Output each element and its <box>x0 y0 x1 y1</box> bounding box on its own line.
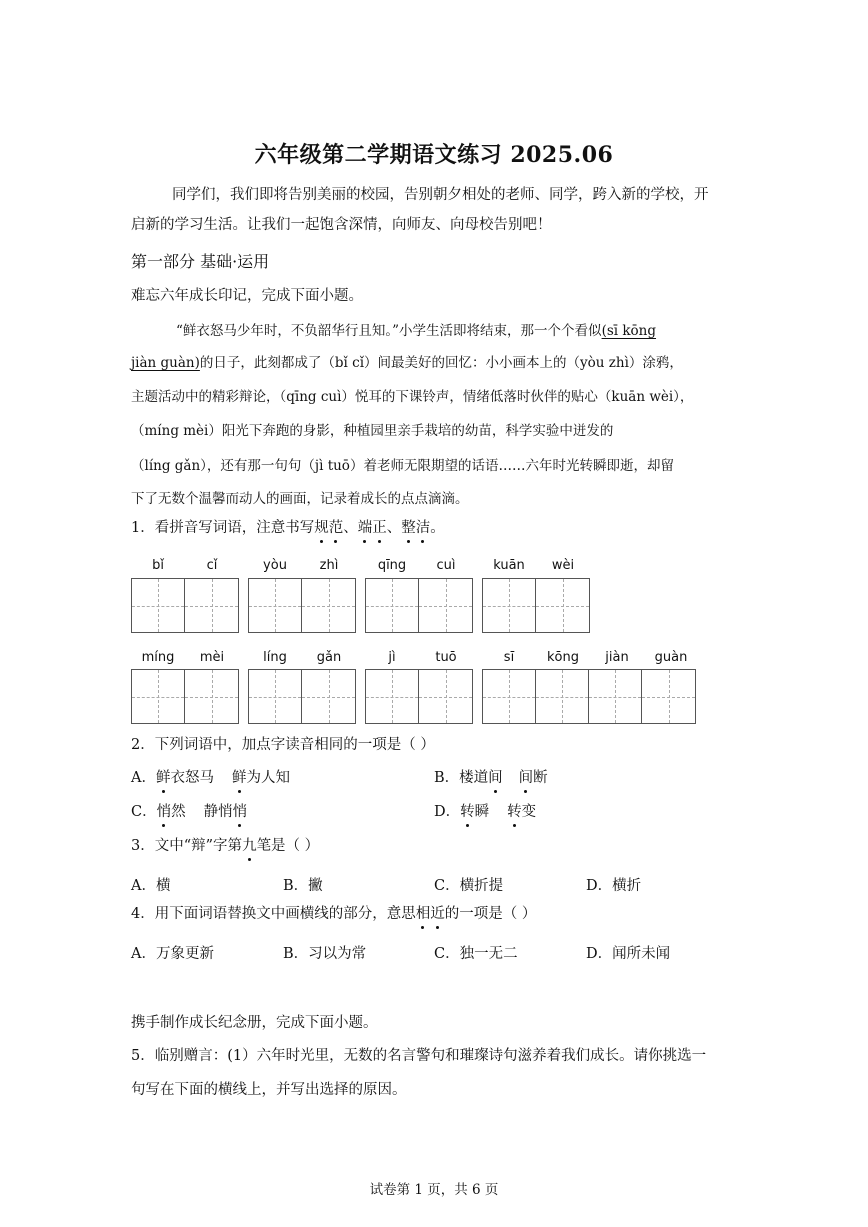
pinyin-label: jiàn <box>605 650 629 665</box>
story-line-2 <box>131 353 683 373</box>
underlined-phrase: (sī kōng <box>601 323 657 339</box>
q2-option-a[interactable] <box>131 768 290 788</box>
dotted-char: 悄 <box>232 804 248 820</box>
option-text: 断 <box>533 770 548 786</box>
dotted-char: 规 <box>314 520 329 536</box>
question-text: 笔是（ ） <box>256 838 320 854</box>
story-line-1 <box>176 321 656 341</box>
grid-cell[interactable] <box>642 670 695 723</box>
question-4 <box>131 904 536 924</box>
q3-option-a[interactable]: A．横 <box>131 878 171 894</box>
pinyin-label: wèi <box>551 558 575 573</box>
grid-cell[interactable] <box>589 670 642 723</box>
dotted-char: 相 <box>415 906 431 922</box>
grid-cell[interactable] <box>366 670 419 723</box>
grid-cell[interactable] <box>302 670 355 723</box>
writing-grid[interactable] <box>365 669 473 724</box>
punct: 、 <box>343 520 358 536</box>
grid-cell[interactable] <box>132 579 185 632</box>
page-title: 六年级第二学期语文练习 2025.06 <box>254 142 614 168</box>
pinyin-label: cuì <box>436 558 456 573</box>
dotted-char: 正 <box>372 520 387 536</box>
q4-option-a[interactable]: A．万象更新 <box>131 946 214 962</box>
dotted-char: 整 <box>401 520 416 536</box>
q2-option-c[interactable] <box>131 802 247 822</box>
pinyin-label: bǐ <box>152 558 164 573</box>
pinyin-label: mèi <box>199 650 225 665</box>
section-intro-2: 携手制作成长纪念册，完成下面小题。 <box>131 1015 378 1031</box>
dotted-char: 转 <box>460 804 475 820</box>
grid-cell[interactable] <box>185 579 238 632</box>
q2-option-b[interactable] <box>434 768 548 788</box>
punct: 、 <box>386 520 402 536</box>
grid-cell[interactable] <box>483 670 536 723</box>
grid-cell[interactable] <box>132 670 185 723</box>
grid-cell[interactable] <box>536 579 589 632</box>
dotted-char: 鲜 <box>155 770 171 786</box>
option-text: 瞬 <box>474 804 490 820</box>
q2-option-d[interactable] <box>434 802 536 822</box>
question-5-line-1: 5．临别赠言：(1）六年时光里，无数的名言警句和璀璨诗句滋养着我们成长。请你挑选一 <box>131 1048 707 1064</box>
grid-cell[interactable] <box>366 579 419 632</box>
underlined-phrase-end: jiàn guàn) <box>131 355 200 371</box>
q3-option-c[interactable]: C．横折提 <box>434 878 504 894</box>
grid-cell[interactable] <box>483 579 536 632</box>
dotted-char: 鲜 <box>231 770 247 786</box>
q3-option-d[interactable]: D．横折 <box>586 878 642 894</box>
pinyin-label: jì <box>388 650 396 665</box>
pinyin-label: líng <box>263 650 287 665</box>
writing-grid[interactable] <box>248 578 356 633</box>
option-text: 变 <box>521 804 537 820</box>
question-1-text: 1．看拼音写词语，注意书写 <box>131 520 315 536</box>
grid-cell[interactable] <box>419 579 472 632</box>
writing-grid[interactable] <box>482 578 590 633</box>
pinyin-label: zhì <box>319 558 339 573</box>
story-text: 的日子，此刻都成了（bǐ cǐ）间最美好的回忆：小小画本上的（yòu zhì）涂鸦， <box>199 355 683 371</box>
pinyin-label: tuō <box>435 650 457 665</box>
question-3 <box>131 836 319 856</box>
dotted-char: 九 <box>242 838 257 854</box>
q3-option-b[interactable]: B．撇 <box>283 878 323 894</box>
dotted-char: 间 <box>518 770 534 786</box>
option-text: 静悄 <box>203 804 233 820</box>
pinyin-label: kuān <box>493 558 525 573</box>
writing-grid[interactable] <box>131 578 239 633</box>
grid-cell[interactable] <box>536 670 589 723</box>
page-footer: 试卷第 1 页，共 6 页 <box>369 1182 499 1198</box>
pinyin-label: kōng <box>547 650 579 665</box>
dotted-char: 端 <box>357 520 373 536</box>
question-text: 的一项是（ ） <box>444 906 537 922</box>
dotted-char: 范 <box>328 520 344 536</box>
pinyin-label: míng <box>141 650 175 665</box>
option-text: 为人知 <box>246 770 290 786</box>
grid-cell[interactable] <box>302 579 355 632</box>
q4-option-b[interactable]: B．习以为常 <box>283 946 367 962</box>
q4-option-d[interactable]: D．闻所未闻 <box>586 946 671 962</box>
question-2: 2．下列词语中，加点字读音相同的一项是（ ） <box>131 737 435 753</box>
story-line-3: 主题活动中的精彩辩论，（qīng cuì）悦耳的下课铃声，情绪低落时伙伴的贴心（kuān wèi）， <box>131 389 694 405</box>
grid-cell[interactable] <box>419 670 472 723</box>
question-5-line-2: 句写在下面的横线上，并写出选择的原因。 <box>131 1082 407 1098</box>
pinyin-label: sī <box>503 650 515 665</box>
pinyin-label: guàn <box>654 650 688 665</box>
question-text: 3．文中“辩”字第 <box>131 838 243 854</box>
grid-cell[interactable] <box>249 670 302 723</box>
option-label: D． <box>434 804 461 820</box>
dotted-char: 悄 <box>156 804 172 820</box>
grid-cell[interactable] <box>249 579 302 632</box>
question-1 <box>131 518 445 538</box>
pinyin-label: cǐ <box>206 558 218 573</box>
writing-grid[interactable] <box>131 669 239 724</box>
dotted-char: 转 <box>507 804 522 820</box>
dotted-char: 近 <box>430 906 445 922</box>
writing-grid[interactable] <box>365 578 473 633</box>
option-text: 衣怒马 <box>170 770 214 786</box>
question-text: 4．用下面词语替换文中画横线的部分，意思 <box>131 906 416 922</box>
story-line-5: （líng gǎn），还有那一句句（jì tuō）着老师无限期望的话语……六年时光转瞬即逝，却留 <box>131 458 674 474</box>
dotted-char: 洁 <box>415 520 431 536</box>
writing-grid[interactable] <box>248 669 356 724</box>
option-text: B．楼道 <box>434 770 489 786</box>
dotted-char: 间 <box>488 770 503 786</box>
option-label: A． <box>131 770 156 786</box>
story-line-4: （míng mèi）阳光下奔跑的身影，种植园里亲手栽培的幼苗，科学实验中迸发的 <box>131 423 614 439</box>
part-heading: 第一部分 基础·运用 <box>131 252 270 271</box>
story-line-6: 下了无数个温馨而动人的画面，记录着成长的点点滴滴。 <box>131 491 469 507</box>
intro-line-2: 启新的学习生活。让我们一起饱含深情，向师友、向母校告别吧！ <box>131 217 552 233</box>
pinyin-label: qīng <box>377 558 407 573</box>
section-intro-1: 难忘六年成长印记，完成下面小题。 <box>131 288 363 304</box>
punct: 。 <box>430 520 445 536</box>
pinyin-label: yòu <box>263 558 287 573</box>
pinyin-label: gǎn <box>316 650 342 665</box>
intro-line-1: 同学们，我们即将告别美丽的校园，告别朝夕相处的老师、同学，跨入新的学校，开 <box>172 187 709 203</box>
q4-option-c[interactable]: C．独一无二 <box>434 946 518 962</box>
grid-cell[interactable] <box>185 670 238 723</box>
option-text: 然 <box>171 804 186 820</box>
option-label: C． <box>131 804 157 820</box>
story-text: “鲜衣怒马少年时，不负韶华行且知。”小学生活即将结束，那一个个看似 <box>176 323 602 339</box>
writing-grid[interactable] <box>482 669 696 724</box>
